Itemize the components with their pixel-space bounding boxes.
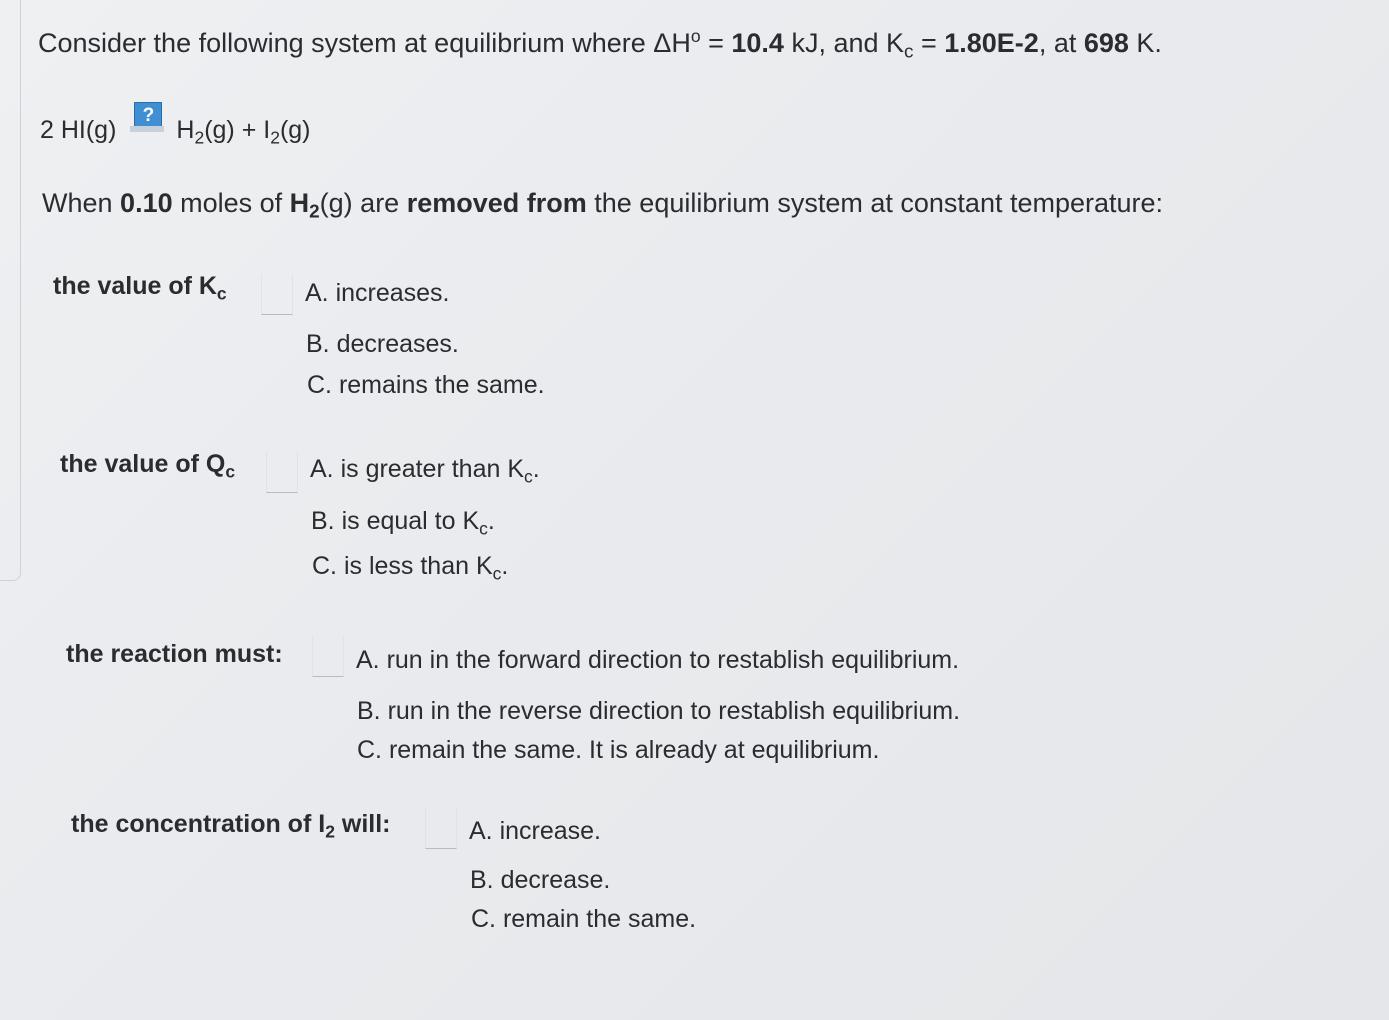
option-b bbox=[311, 507, 495, 539]
option-symbol: K bbox=[475, 552, 493, 580]
option-c bbox=[307, 371, 545, 400]
option-text: A. is greater than bbox=[310, 455, 508, 483]
question-label bbox=[66, 640, 283, 669]
option-text: C. is less than bbox=[312, 552, 476, 580]
option-c bbox=[312, 552, 509, 584]
answer-input[interactable] bbox=[261, 274, 293, 315]
label-subscript: c bbox=[216, 283, 227, 304]
question-label bbox=[53, 272, 227, 304]
kc-subscript: c bbox=[904, 41, 914, 63]
option-text: C. remain the same. It is already at equilibrium. bbox=[357, 736, 880, 764]
label-text: the reaction must: bbox=[66, 640, 283, 668]
arrow-placeholder bbox=[130, 126, 164, 132]
option-b bbox=[470, 866, 610, 895]
question-label bbox=[60, 450, 236, 482]
question-label bbox=[71, 810, 391, 842]
label-text: the value of K bbox=[53, 272, 217, 300]
option-symbol: K bbox=[462, 507, 480, 535]
delta-h-superscript: o bbox=[690, 26, 701, 46]
option-text: C. remain the same. bbox=[471, 905, 697, 933]
option-a bbox=[310, 455, 540, 487]
kc-value: 1.80E-2 bbox=[944, 28, 1039, 58]
option-b bbox=[306, 330, 459, 359]
condition-mid: moles of bbox=[172, 188, 290, 218]
delta-h-value: 10.4 bbox=[731, 28, 784, 58]
species-rest: (g) are bbox=[319, 188, 407, 218]
condition-lead: When bbox=[42, 188, 121, 218]
option-a bbox=[356, 646, 959, 675]
equilibrium-arrow-help-icon[interactable] bbox=[130, 102, 164, 134]
option-end: . bbox=[532, 455, 540, 483]
condition-tail: the equilibrium system at constant temperature: bbox=[586, 188, 1164, 218]
label-text: the value of Q bbox=[60, 450, 226, 478]
species-subscript: 2 bbox=[309, 201, 320, 223]
option-subscript: c bbox=[524, 466, 533, 487]
product-i-subscript: 2 bbox=[270, 126, 280, 147]
option-end: . bbox=[501, 552, 509, 580]
answer-input[interactable] bbox=[312, 636, 344, 677]
products bbox=[176, 116, 310, 145]
chemical-equation bbox=[40, 105, 311, 147]
reactant: 2 HI(g) bbox=[40, 115, 117, 144]
page-left-border bbox=[0, 0, 21, 581]
delta-h-symbol: ΔH bbox=[653, 28, 691, 58]
option-subscript: c bbox=[492, 563, 502, 584]
temperature-value: 698 bbox=[1083, 28, 1129, 58]
option-subscript: c bbox=[479, 518, 488, 539]
moles-amount: 0.10 bbox=[120, 188, 173, 218]
option-a bbox=[469, 817, 601, 846]
equals-sign: = bbox=[913, 28, 945, 58]
option-a bbox=[305, 279, 450, 308]
product-h-subscript: 2 bbox=[194, 126, 205, 147]
option-text: B. decrease. bbox=[470, 866, 611, 894]
product-h-rest: (g) + I bbox=[204, 115, 271, 144]
condition-statement bbox=[42, 188, 1164, 223]
temperature-unit: K. bbox=[1128, 28, 1162, 58]
at-text: , at bbox=[1038, 28, 1084, 58]
product-h: H bbox=[176, 115, 195, 144]
option-c bbox=[357, 736, 879, 765]
condition-action: removed from bbox=[406, 188, 587, 218]
problem-intro bbox=[38, 26, 1162, 63]
option-b bbox=[357, 697, 960, 726]
help-icon[interactable]: ? bbox=[134, 102, 162, 130]
option-text: C. remains the same. bbox=[307, 371, 545, 399]
option-symbol: K bbox=[507, 455, 525, 483]
option-text: A. increases. bbox=[305, 279, 450, 307]
option-text: B. is equal to bbox=[311, 507, 463, 535]
product-i-rest: (g) bbox=[279, 115, 311, 144]
delta-h-unit: kJ, and K bbox=[783, 28, 905, 58]
option-end: . bbox=[487, 507, 495, 535]
intro-text: Consider the following system at equilibrium where bbox=[38, 28, 654, 58]
label-subscript: c bbox=[225, 461, 236, 482]
label-subscript: 2 bbox=[325, 821, 335, 842]
option-c bbox=[471, 905, 696, 934]
option-text: B. run in the reverse direction to restablish equilibrium. bbox=[357, 697, 961, 725]
answer-input[interactable] bbox=[425, 808, 457, 849]
label-text: the concentration of I bbox=[71, 810, 326, 838]
option-text: A. run in the forward direction to restablish equilibrium. bbox=[356, 646, 960, 674]
option-text: A. increase. bbox=[469, 817, 602, 845]
equals-sign: = bbox=[700, 28, 732, 58]
species: H bbox=[289, 188, 310, 218]
label-tail: will: bbox=[334, 810, 391, 838]
answer-input[interactable] bbox=[266, 452, 298, 493]
option-text: B. decreases. bbox=[306, 330, 459, 358]
